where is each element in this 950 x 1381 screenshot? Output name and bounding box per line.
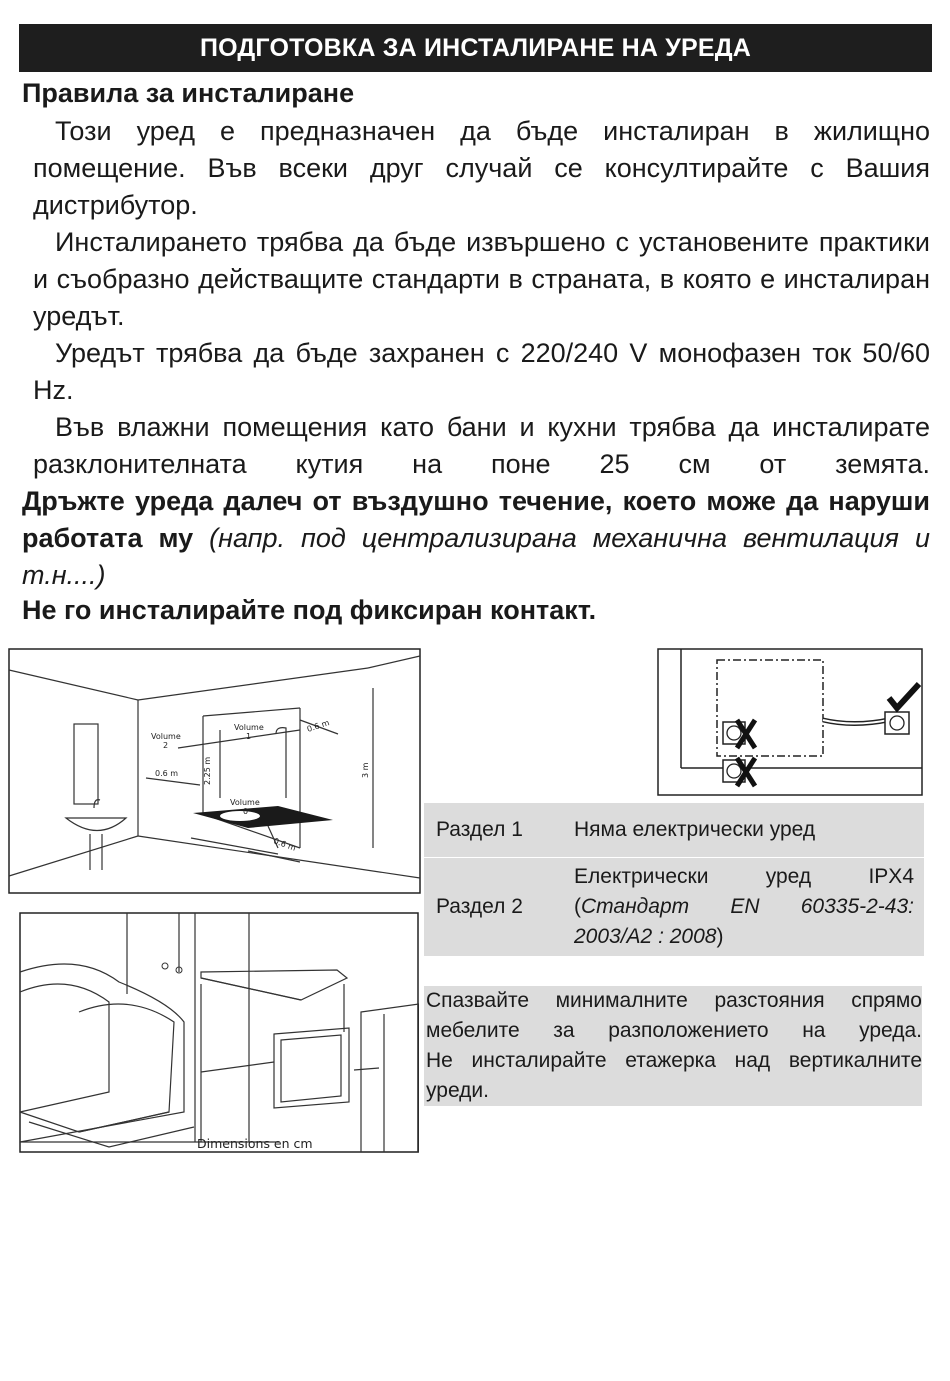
zone-text-a: Електрически уред IPX4 ( bbox=[574, 865, 914, 918]
draft-warning bbox=[22, 483, 930, 594]
zone-label: Раздел 2 bbox=[424, 858, 564, 957]
page-header bbox=[19, 24, 932, 72]
paragraph: Инсталирането трябва да бъде извършено с установените практики и съобразно действащите стандарти в страната, в която е инсталиран уредът. bbox=[33, 227, 930, 331]
draft-warning-example: (напр. под централизирана механична вентилация и т.н....) bbox=[22, 523, 930, 590]
zone-text: Няма електрически уред bbox=[574, 818, 816, 841]
draft-warning-bold: Дръжте уреда далеч от въздушно течение, което може да наруши работата му bbox=[22, 486, 930, 553]
volume-1-number: 1 bbox=[246, 732, 252, 741]
paragraph: Уредът трябва да бъде захранен с 220/240 V монофазен ток 50/60 Hz. bbox=[33, 338, 930, 405]
socket-warning: Не го инсталирайте под фиксиран контакт. bbox=[22, 595, 597, 625]
table-row bbox=[424, 858, 924, 957]
furniture-distance-diagram bbox=[19, 912, 419, 1153]
zone-label: Раздел 1 bbox=[436, 818, 523, 841]
volume-1-label: Volume bbox=[234, 723, 264, 732]
zone-standard: Стандарт EN 60335-2-43: 2003/A2 : 2008 bbox=[574, 895, 914, 948]
volume-2-label: Volume bbox=[151, 732, 181, 741]
note-paragraph: Не инсталирайте етажерка над вертикалните уреди. bbox=[426, 1049, 922, 1102]
dim-06m-bottom: 0.6 m bbox=[272, 836, 298, 853]
section-title: Правила за инсталиране bbox=[22, 78, 355, 108]
table-row bbox=[424, 803, 924, 858]
header-title: ПОДГОТОВКА ЗА ИНСТАЛИРАНЕ НА УРЕДА bbox=[199, 33, 752, 62]
dim-225m: 2.25 m bbox=[203, 756, 212, 785]
volume-0-number: 0 bbox=[243, 807, 249, 816]
zone-text-b: ) bbox=[716, 925, 724, 948]
dim-06m-left: 0.6 m bbox=[155, 769, 179, 778]
paragraph: Във влажни помещения като бани и кухни трябва да инсталирате разклонителната кутия на поне 25 см от земята. bbox=[33, 412, 930, 479]
paragraph: Този уред е предназначен да бъде инсталиран в жилищно помещение. Във всеки друг случай се консултирайте с Вашия дистрибутор. bbox=[33, 116, 930, 220]
dimensions-caption: Dimensions en cm bbox=[197, 1136, 313, 1151]
volume-0-label: Volume bbox=[230, 798, 260, 807]
bathroom-volumes-diagram bbox=[8, 648, 421, 894]
zone-text bbox=[564, 858, 924, 957]
socket-position-diagram bbox=[657, 648, 923, 796]
installation-rules bbox=[33, 113, 930, 483]
zones-table bbox=[424, 803, 924, 956]
note-paragraph: Спазвайте минималните разстояния спрямо мебелите за разположението на уреда. bbox=[426, 989, 922, 1042]
volume-2-number: 2 bbox=[163, 741, 169, 750]
dim-06m-top: 0.6 m bbox=[305, 718, 331, 734]
furniture-note bbox=[424, 986, 922, 1106]
dim-3m: 3 m bbox=[361, 762, 370, 778]
